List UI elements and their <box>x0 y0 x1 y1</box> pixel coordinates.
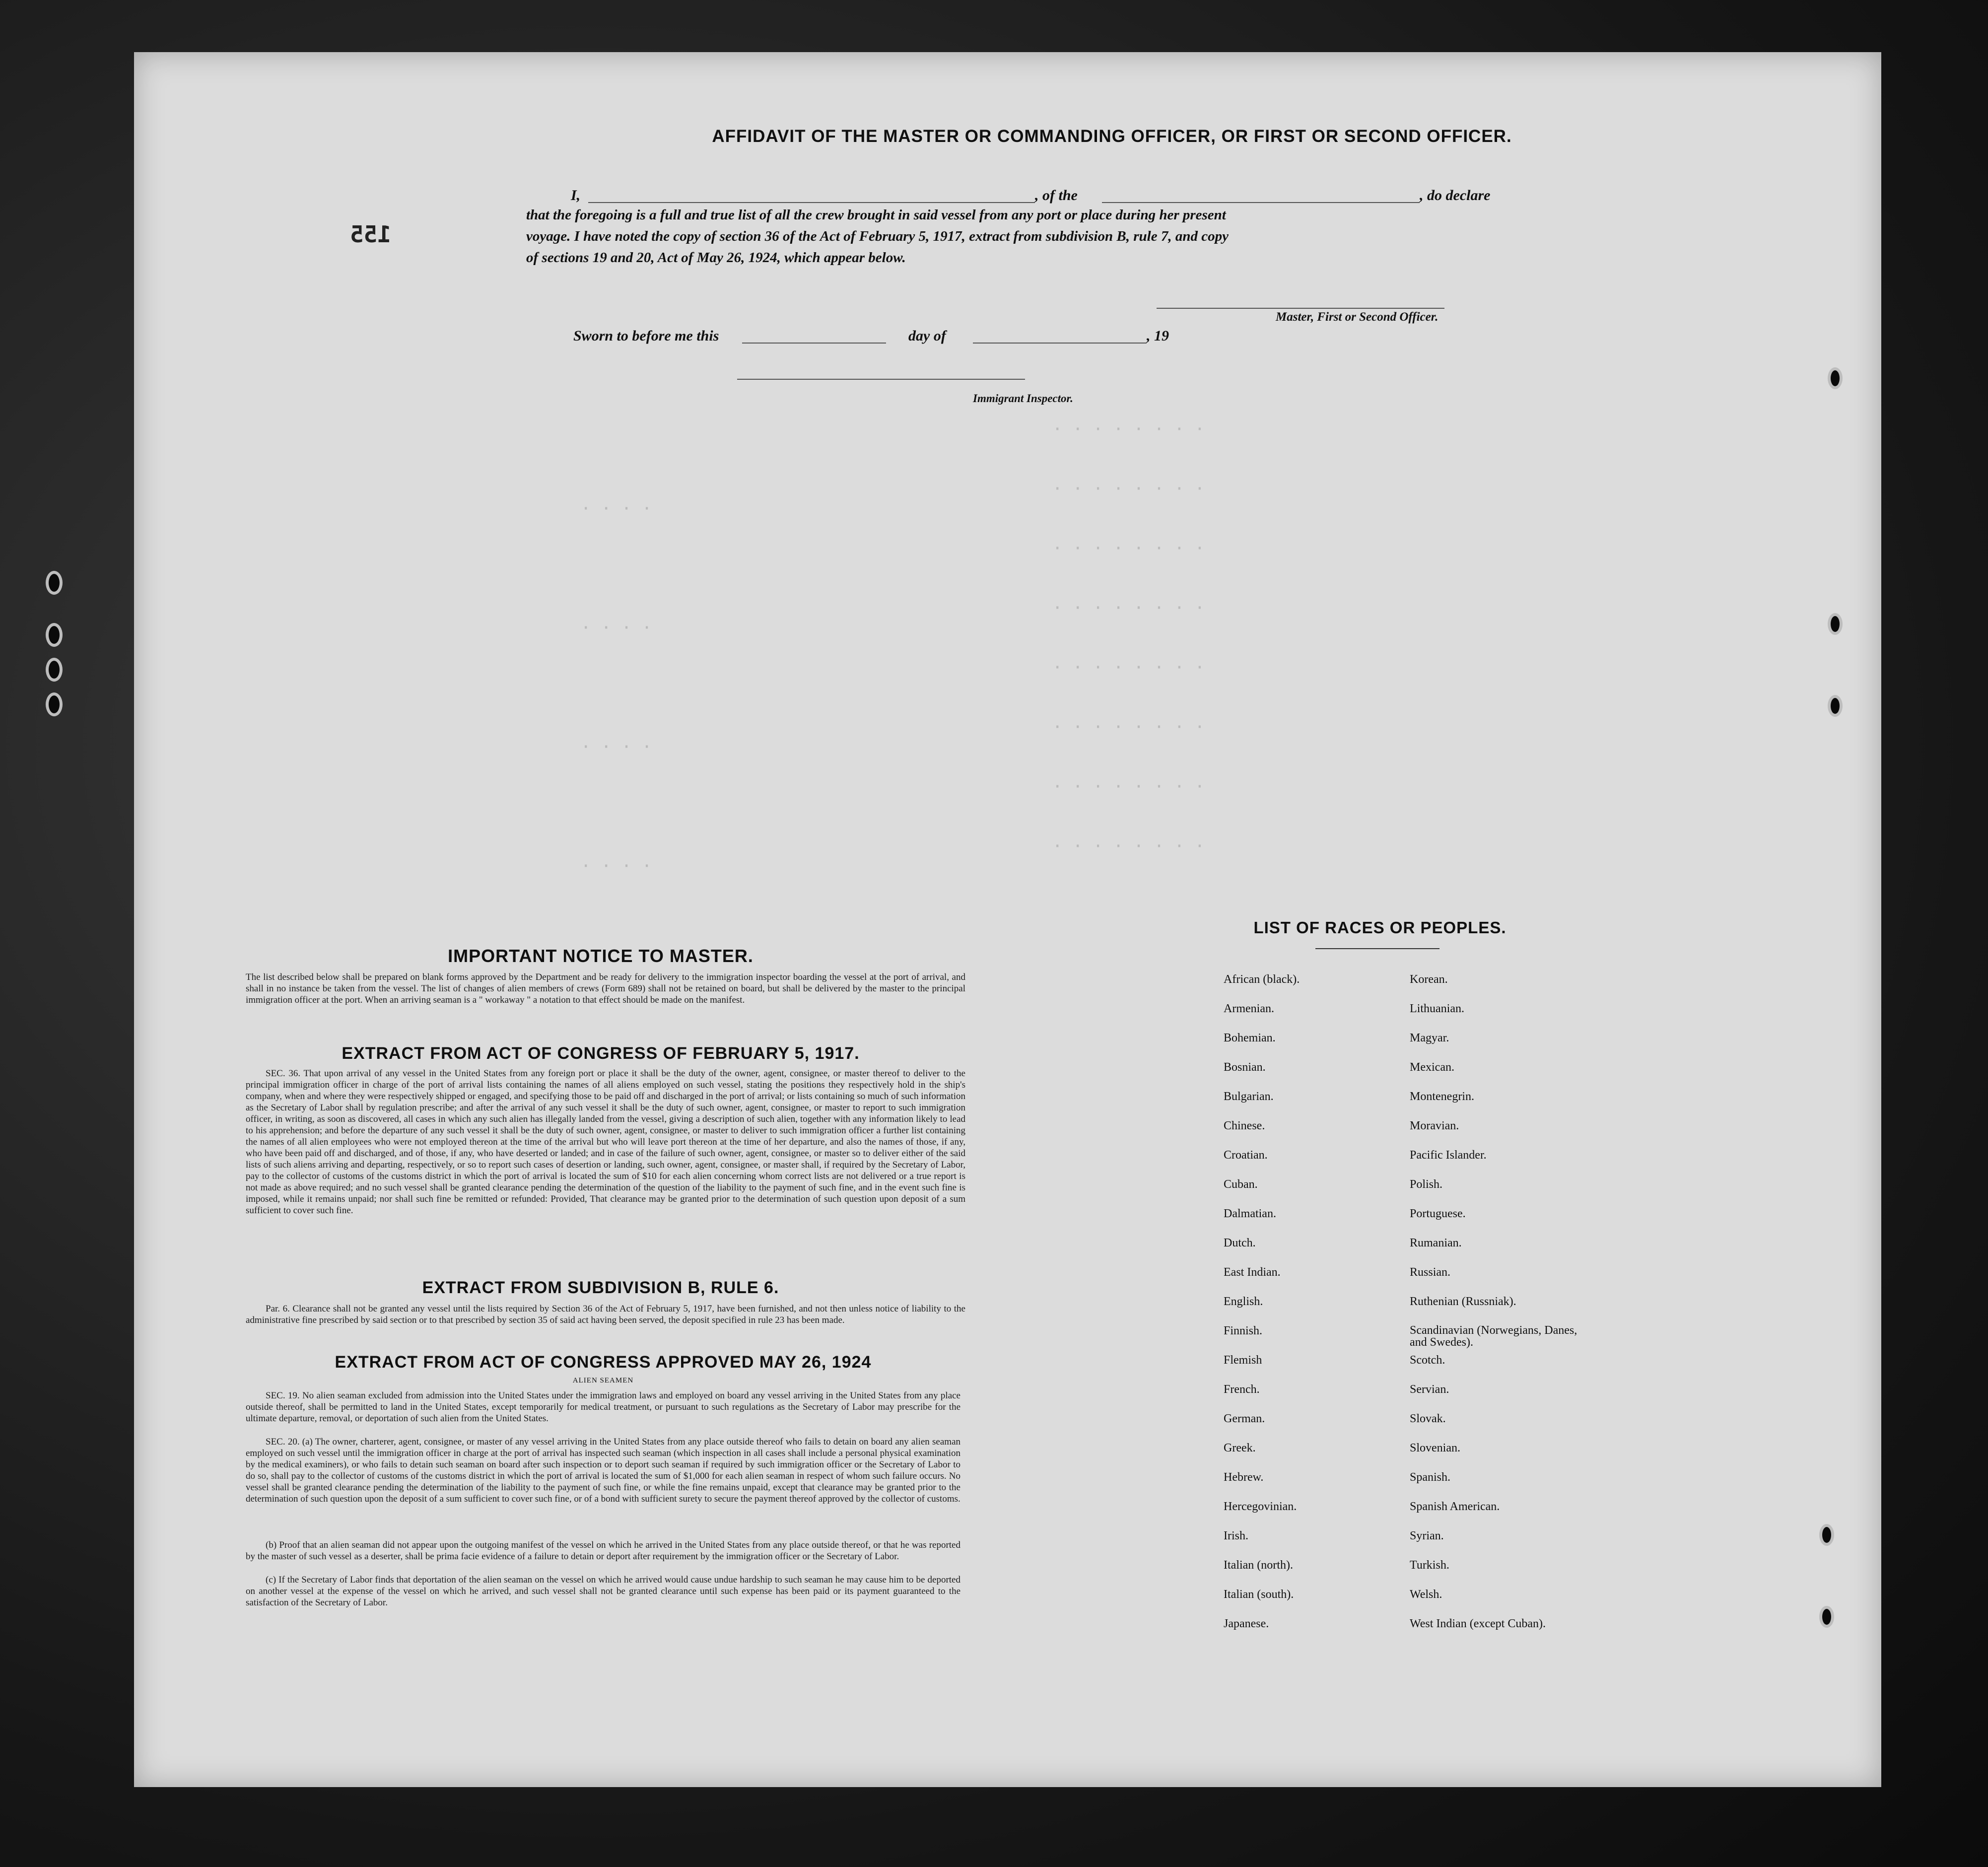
extract-1917-title: EXTRACT FROM ACT OF CONGRESS OF FEBRUARY 5, 1917. <box>342 1044 860 1063</box>
sworn-month-blank <box>973 343 1147 344</box>
race-item: Servian. <box>1410 1383 1449 1396</box>
race-item: Bulgarian. <box>1224 1090 1274 1103</box>
race-item: Italian (north). <box>1224 1559 1293 1572</box>
affidavit-line-2: voyage. I have noted the copy of section 36 of the Act of February 5, 1917, extract from subdivision B, rule 7, and copy <box>526 228 1229 244</box>
race-item: German. <box>1224 1412 1265 1425</box>
binder-hole <box>1819 1524 1834 1546</box>
races-title-rule <box>1315 948 1440 949</box>
bleed-through-text: · · · · · · · · <box>1052 539 1205 558</box>
race-item: Magyar. <box>1410 1032 1449 1044</box>
year-label: , 19 <box>1147 328 1169 344</box>
affidavit-title: AFFIDAVIT OF THE MASTER OR COMMANDING OFFICER, OR FIRST OR SECOND OFFICER. <box>712 127 1512 146</box>
bleed-through-text: · · · · <box>581 499 652 519</box>
bleed-through-text: · · · · <box>581 618 652 638</box>
notice-title: IMPORTANT NOTICE TO MASTER. <box>448 946 754 966</box>
inspector-signature-line <box>737 379 1025 380</box>
race-item: Spanish American. <box>1410 1500 1500 1513</box>
form-number: 155 <box>350 221 392 248</box>
race-item: Portuguese. <box>1410 1207 1466 1220</box>
affidavit-i: I, <box>571 187 581 204</box>
race-item: Armenian. <box>1224 1002 1274 1015</box>
race-item: Korean. <box>1410 973 1448 986</box>
extract-rule6-title: EXTRACT FROM SUBDIVISION B, RULE 6. <box>422 1278 779 1297</box>
race-item: Spanish. <box>1410 1471 1451 1484</box>
race-item: Hercegovinian. <box>1224 1500 1297 1513</box>
master-signature-label: Master, First or Second Officer. <box>1276 310 1439 324</box>
bleed-through-text: · · · · · · · · <box>1052 717 1205 737</box>
bleed-through-text: · · · · · · · · <box>1052 658 1205 678</box>
race-item: French. <box>1224 1383 1260 1396</box>
binder-hole <box>46 623 63 647</box>
affidavit-line-3: of sections 19 and 20, Act of May 26, 1924, which appear below. <box>526 250 906 266</box>
extract-rule6-body: Par. 6. Clearance shall not be granted any vessel until the lists required by Section 36 of the Act of February 5, 1917, have been furnished, and not then unless notice of liability to the administrative fine prescribed by said section or to that prescribed by section 35 of said act having been served, the deposit specified in rule 23 has been made. <box>246 1304 965 1325</box>
race-item: Finnish. <box>1224 1324 1263 1337</box>
race-item: Bosnian. <box>1224 1061 1266 1074</box>
race-item: Syrian. <box>1410 1529 1444 1542</box>
notice-body: The list described below shall be prepared on blank forms approved by the Department and be ready for delivery to the immigration inspector boarding the vessel at the port of arrival, and shall in no instance be taken from the vessel. The list of changes of alien members of crews (Form 689) shall not be retained on board, but shall be delivered by the master to the principal immigration officer at the port. When an arriving seaman is a " workaway " a notation to that effect should be made on the manifest. <box>246 972 965 1005</box>
race-item: Scandinavian (Norwegians, Danes, and Swedes). <box>1410 1324 1577 1349</box>
binder-hole <box>1828 367 1843 389</box>
race-item: African (black). <box>1224 973 1300 986</box>
race-item: East Indian. <box>1224 1266 1281 1279</box>
race-item: Pacific Islander. <box>1410 1149 1487 1162</box>
day-of-label: day of <box>908 328 946 344</box>
race-item: Montenegrin. <box>1410 1090 1474 1103</box>
race-item: Chinese. <box>1224 1119 1265 1132</box>
race-item: Greek. <box>1224 1442 1256 1454</box>
inspector-label: Immigrant Inspector. <box>973 392 1073 405</box>
race-item: Hebrew. <box>1224 1471 1264 1484</box>
race-item: Slovak. <box>1410 1412 1446 1425</box>
affidavit-of-the: , of the <box>1035 187 1078 204</box>
race-item: Cuban. <box>1224 1178 1258 1191</box>
race-item: West Indian (except Cuban). <box>1410 1617 1546 1630</box>
extract-1924-sec20b: (b) Proof that an alien seaman did not appear upon the outgoing manifest of the vessel on which he arrived in the United States from any place outside thereof, or that he was reported by the master of such vessel as a deserter, shall be prima facie evidence of a failure to detain or deport after requirement by the immigration officer or the Secretary of Labor. <box>246 1540 960 1562</box>
bleed-through-text: · · · · <box>581 737 652 757</box>
race-item: Rumanian. <box>1410 1237 1462 1249</box>
race-item: English. <box>1224 1295 1263 1308</box>
extract-1917-body: SEC. 36. That upon arrival of any vessel in the United States from any foreign port or place it shall be the duty of the owner, agent, consignee, or master thereof to deliver to the principal immigration officer in charge of the port of arrival lists containing the names of all aliens employed on such vessel, stating the positions they respectively hold in the ship's company, when and where they were respectively shipped or engaged, and specifying those to be paid off and discharged in the port of arrival; or lists containing so much of such information as the Secretary of Labor shall by regulation prescribe; and after the arrival of any such vessel it shall be the duty of such owner, agent, consignee, or master to report to such immigration officer, in writing, as soon as discovered, all cases in which any such alien has illegally landed from the vessel, giving a description of such alien, together with any information likely to lead to his apprehension; and before the departure of any such vessel it shall be the duty of such owner, agent, consignee, or master to deliver to such immigration officer a further list containing the names of all alien employees who were not employed thereon at the time of the arrival but who will leave port thereon at the time of her departure, and also the names of those, if any, who have been paid off and discharged, and of those, if any, who have deserted or landed; and in case of the failure of such owner, agent, consignee, or master so to deliver either of the said lists of such aliens arriving and departing, respectively, or so to report such cases of desertion or landing, such owner, agent, consignee, or master shall, if required by the Secretary of Labor, pay to the collector of customs of the customs district in which the port of arrival is located the sum of $10 for each alien concerning whom correct lists are not delivered or a true report is not made as above required; and no such vessel shall be granted clearance pending the determination of the question of the liability to the payment of such fine, and in the event such fine is imposed, while it remains unpaid; nor shall such fine be remitted or refunded: Provided, That clearance may be granted prior to the determination of such question upon deposit of a sum sufficient to cover such fine. <box>246 1068 965 1216</box>
extract-1924-subtitle: ALIEN SEAMEN <box>572 1377 634 1384</box>
bleed-through-text: · · · · · · · · <box>1052 836 1205 856</box>
binder-hole <box>46 571 63 595</box>
race-item: Irish. <box>1224 1529 1248 1542</box>
vessel-blank <box>1102 202 1420 203</box>
bleed-through-text: · · · · · · · · <box>1052 598 1205 618</box>
master-signature-line <box>1157 308 1444 309</box>
document-page <box>134 52 1881 1787</box>
race-item: Polish. <box>1410 1178 1443 1191</box>
extract-1924-sec19: SEC. 19. No alien seaman excluded from admission into the United States under the immigration laws and employed on board any vessel arriving in the United States from any place outside thereof, shall be permitted to land in the United States, except temporarily for medical treatment, or pursuant to such regulations as the Secretary of Labor may prescribe for the ultimate departure, removal, or deportation of such alien from the United States. <box>246 1390 960 1424</box>
sworn-day-blank <box>742 343 886 344</box>
affidavit-line-1: that the foregoing is a full and true list of all the crew brought in said vessel from any port or place during her present <box>526 207 1226 223</box>
binder-hole <box>1819 1606 1834 1628</box>
race-item: Scotch. <box>1410 1354 1445 1367</box>
affidavit-do-declare: , do declare <box>1420 187 1491 204</box>
race-item: Croatian. <box>1224 1149 1268 1162</box>
sworn-label: Sworn to before me this <box>573 328 719 344</box>
bleed-through-text: · · · · · · · · <box>1052 479 1205 499</box>
race-item: Moravian. <box>1410 1119 1459 1132</box>
race-item: Flemish <box>1224 1354 1262 1367</box>
race-item: Bohemian. <box>1224 1032 1276 1044</box>
binder-hole <box>46 658 63 682</box>
race-item: Lithuanian. <box>1410 1002 1464 1015</box>
race-item: Welsh. <box>1410 1588 1442 1601</box>
extract-1924-sec20c: (c) If the Secretary of Labor finds that deportation of the alien seaman on the vessel on which he arrived would cause undue hardship to such seaman he may cause him to be deported on another vessel at the expense of the vessel on which he arrived, and such vessel shall not be granted clearance until such expense has been paid or its payment guaranteed to the satisfaction of the Secretary of Labor. <box>246 1575 960 1608</box>
race-item: Dalmatian. <box>1224 1207 1276 1220</box>
race-item: Dutch. <box>1224 1237 1256 1249</box>
race-item: Turkish. <box>1410 1559 1449 1572</box>
race-item: Italian (south). <box>1224 1588 1294 1601</box>
binder-hole <box>46 692 63 716</box>
bleed-through-text: · · · · <box>581 856 652 876</box>
bleed-through-text: · · · · · · · · <box>1052 777 1205 797</box>
extract-1924-sec20a: SEC. 20. (a) The owner, charterer, agent, consignee, or master of any vessel arriving in the United States from any place outside thereof who fails to detain on board any alien seaman employed on such vessel until the immigration officer in charge at the port of arrival has inspected such seaman (which inspection in all cases shall include a personal physical examination by the medical examiners), or who fails to detain such seaman on board after such inspection or to deport such seaman if required by such immigration officer or the Secretary of Labor to do so, shall pay to the collector of customs of the customs district in which the port of arrival is located the sum of $1,000 for each alien seaman in respect of whom such failure occurs. No vessel shall be granted clearance pending the determination of the liability to the payment of such fine, or while the fine remains unpaid, except that clearance may be granted prior to the determination of such question upon the deposit of a sum sufficient to cover such fine, or of a bond with sufficient surety to secure the payment thereof approved by the collector of customs. <box>246 1437 960 1504</box>
name-blank <box>588 202 1035 203</box>
races-title: LIST OF RACES OR PEOPLES. <box>1253 918 1507 937</box>
race-item: Russian. <box>1410 1266 1451 1279</box>
binder-hole <box>1828 695 1843 717</box>
race-item: Japanese. <box>1224 1617 1269 1630</box>
race-item: Mexican. <box>1410 1061 1454 1074</box>
bleed-through-text: · · · · · · · · <box>1052 419 1205 439</box>
extract-1924-title: EXTRACT FROM ACT OF CONGRESS APPROVED MAY 26, 1924 <box>335 1353 872 1372</box>
race-item: Ruthenian (Russniak). <box>1410 1295 1516 1308</box>
binder-hole <box>1828 613 1843 635</box>
race-item: Slovenian. <box>1410 1442 1460 1454</box>
